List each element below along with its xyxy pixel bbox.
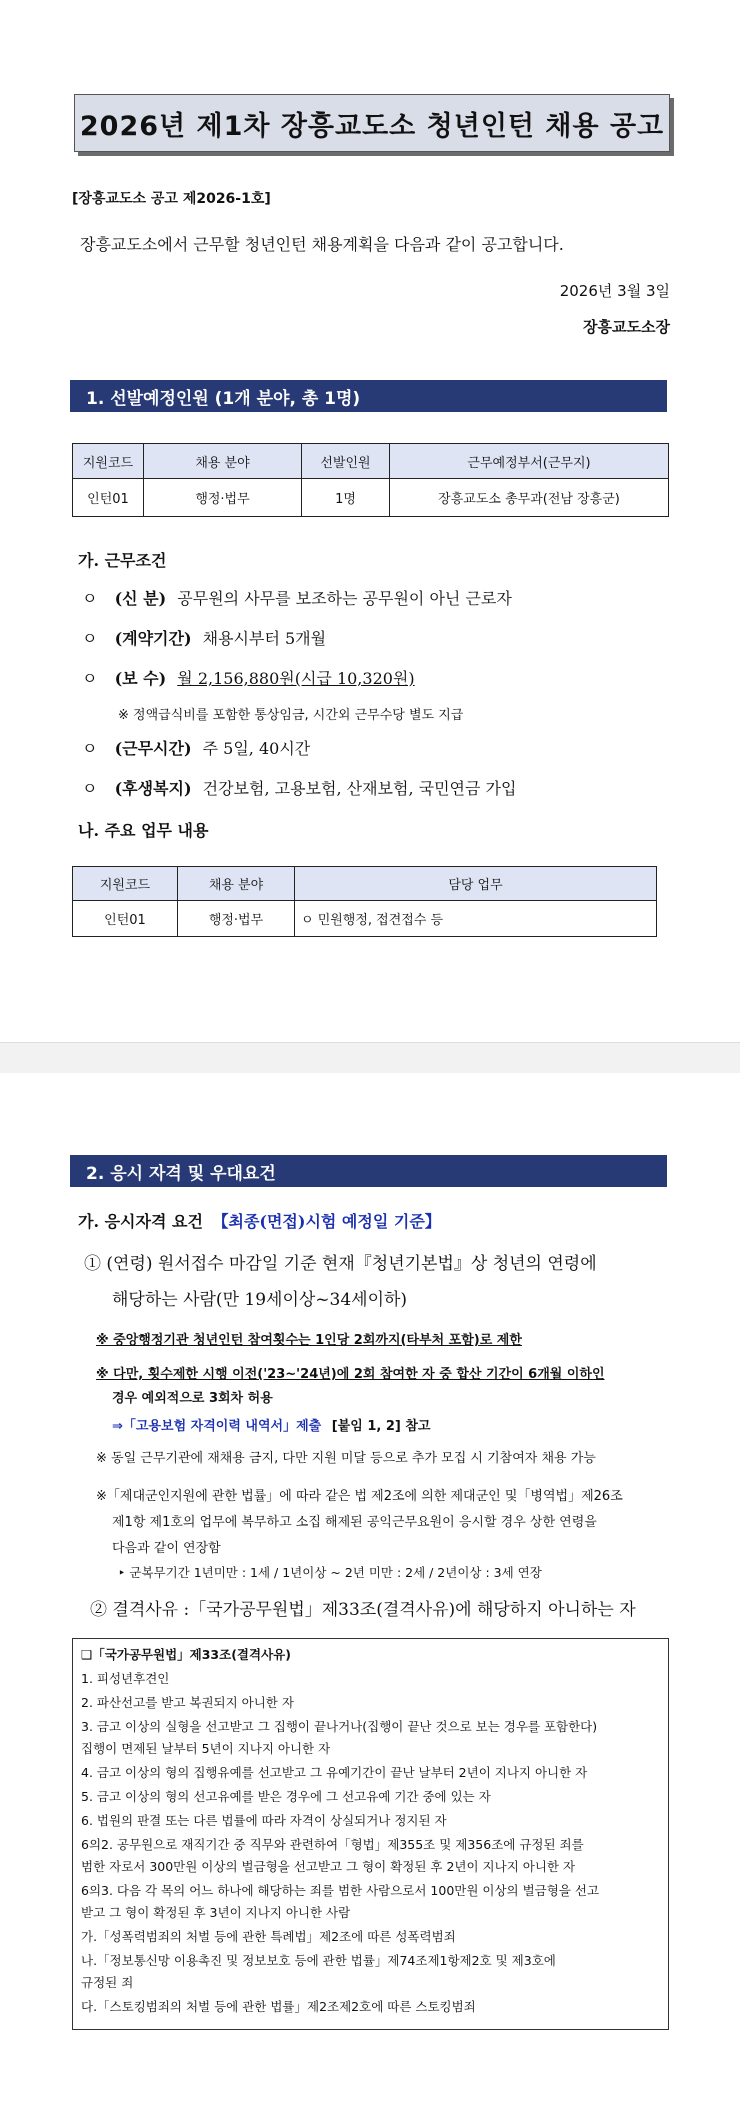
note-exception bbox=[96, 1363, 605, 1382]
table-cell: 인턴01 bbox=[73, 901, 178, 937]
bullet: ㅇ bbox=[82, 669, 98, 688]
condition-text: 주 5일, 40시간 bbox=[202, 739, 311, 758]
page-2 bbox=[0, 1073, 740, 2108]
law-line: 5. 금고 이상의 형의 선고유예를 받은 경우에 그 선고유예 기간 중에 있는 자 bbox=[81, 1789, 491, 1804]
requirements-highlight: 【최종(면접)시험 예정일 기준】 bbox=[212, 1212, 441, 1231]
law-line: 6의3. 다음 각 목의 어느 하나에 해당하는 죄를 범한 사람으로서 100만원 이상의 벌금형을 선고 bbox=[81, 1883, 600, 1898]
requirements-title bbox=[78, 1209, 441, 1232]
recruit-table bbox=[72, 443, 669, 517]
condition-text: 건강보험, 고용보험, 산재보험, 국민연금 가입 bbox=[202, 779, 517, 798]
note-submit-doc: ⇒「고용보험 자격이력 내역서」제출 bbox=[112, 1419, 322, 1434]
note-veterans: ※「제대군인지원에 관한 법률」에 따라 같은 법 제2조에 의한 제대군인 및「병역법」제26조 bbox=[96, 1489, 623, 1504]
condition-label: (보 수) bbox=[114, 669, 167, 688]
requirements-label: 가. 응시자격 요건 bbox=[78, 1212, 203, 1231]
age-requirement-cont: 해당하는 사람(만 19세이상~34세이하) bbox=[112, 1290, 408, 1310]
notice-title: 2026년 제1차 장흥교도소 청년인턴 채용 공고 bbox=[74, 94, 670, 152]
bullet: ㅇ bbox=[82, 779, 98, 798]
bullet: ㅇ bbox=[82, 739, 98, 758]
condition-period bbox=[82, 626, 326, 649]
condition-text: 채용시부터 5개월 bbox=[202, 629, 327, 648]
law-line: 집행이 면제된 날부터 5년이 지나지 아니한 자 bbox=[81, 1741, 331, 1756]
note-participation-limit bbox=[96, 1329, 522, 1348]
work-conditions-title: 가. 근무조건 bbox=[78, 551, 167, 570]
note-service-extension: ‣ 군복무기간 1년미만 : 1세 / 1년이상 ~ 2년 미만 : 2세 / 2년이상 : 3세 연장 bbox=[118, 1565, 542, 1580]
note-submit bbox=[112, 1415, 430, 1434]
law-line: 나.「정보통신망 이용촉진 및 정보보호 등에 관한 법률」제74조제1항제2호 및 제3호에 bbox=[81, 1953, 556, 1968]
table-header: 근무예정부서(근무지) bbox=[390, 444, 669, 479]
section-2-header: 2. 응시 자격 및 우대요건 bbox=[70, 1155, 667, 1187]
table-header: 담당 업무 bbox=[295, 867, 657, 901]
condition-text: 월 2,156,880원(시급 10,320원) bbox=[177, 669, 415, 688]
table-header: 채용 분야 bbox=[144, 444, 302, 479]
table-cell: 행정·법무 bbox=[144, 479, 302, 517]
table-header: 지원코드 bbox=[73, 444, 144, 479]
table-header: 선발인원 bbox=[302, 444, 390, 479]
law-line: 1. 피성년후견인 bbox=[81, 1671, 170, 1686]
table-header: 채용 분야 bbox=[178, 867, 295, 901]
law-line: 4. 금고 이상의 형의 집행유예를 선고받고 그 유예기간이 끝난 날부터 2년이 지나지 아니한 자 bbox=[81, 1765, 588, 1780]
law-line: 6. 법원의 판결 또는 다른 법률에 따라 자격이 상실되거나 정지된 자 bbox=[81, 1813, 447, 1828]
condition-pay bbox=[82, 666, 415, 689]
note-attachment: [붙임 1, 2] 참고 bbox=[331, 1419, 431, 1434]
note-veterans-cont: 제1항 제1호의 업무에 복무하고 소집 해제된 공익근무요원이 응시할 경우 상한 연령을 bbox=[112, 1515, 597, 1530]
condition-hours bbox=[82, 736, 310, 759]
note-exception-cont: 경우 예외적으로 3회차 허용 bbox=[112, 1391, 273, 1406]
bullet: ㅇ bbox=[82, 589, 98, 608]
table-cell: 1명 bbox=[302, 479, 390, 517]
note-text: ※ 중앙행정기관 청년인턴 참여횟수는 1인당 2회까지(타부처 포함)로 제한 bbox=[96, 1333, 522, 1348]
condition-label: (신 분) bbox=[114, 589, 167, 608]
table-header: 지원코드 bbox=[73, 867, 178, 901]
issuer: 장흥교도소장 bbox=[583, 318, 670, 336]
note-rehire: ※ 동일 근무기관에 재채용 금지, 다만 지원 미달 등으로 추가 모집 시 기참여자 채용 가능 bbox=[96, 1451, 596, 1466]
duty-table bbox=[72, 866, 657, 937]
bullet: ㅇ bbox=[82, 629, 98, 648]
law-line: 범한 자로서 300만원 이상의 벌금형을 선고받고 그 형이 확정된 후 2년이 지나지 아니한 자 bbox=[81, 1859, 576, 1874]
duty-title: 나. 주요 업무 내용 bbox=[78, 821, 209, 840]
age-requirement: ① (연령) 원서접수 마감일 기준 현재『청년기본법』상 청년의 연령에 bbox=[84, 1254, 597, 1274]
law-line: 다.「스토킹범죄의 처벌 등에 관한 법률」제2조제2호에 따른 스토킹범죄 bbox=[81, 1999, 476, 2014]
condition-status bbox=[82, 586, 512, 609]
page-1 bbox=[0, 0, 740, 1042]
page-separator bbox=[0, 1042, 740, 1074]
condition-label: (근무시간) bbox=[114, 739, 192, 758]
law-line: 2. 파산선고를 받고 복권되지 아니한 자 bbox=[81, 1695, 294, 1710]
law-line: 가.「성폭력범죄의 처벌 등에 관한 특례법」제2조에 따른 성폭력범죄 bbox=[81, 1929, 456, 1944]
condition-label: (계약기간) bbox=[114, 629, 192, 648]
intro-text: 장흥교도소에서 근무할 청년인턴 채용계획을 다음과 같이 공고합니다. bbox=[80, 235, 564, 254]
condition-welfare bbox=[82, 776, 516, 799]
note-veterans-cont: 다음과 같이 연장함 bbox=[112, 1541, 221, 1556]
law-line: 받고 그 형이 확정된 후 3년이 지나지 아니한 사람 bbox=[81, 1905, 351, 1920]
table-cell: 인턴01 bbox=[73, 479, 144, 517]
notice-number: [장흥교도소 공고 제2026-1호] bbox=[72, 191, 271, 207]
table-cell: ㅇ 민원행정, 접견접수 등 bbox=[295, 901, 657, 937]
condition-label: (후생복지) bbox=[114, 779, 192, 798]
law-line: 6의2. 공무원으로 재직기간 중 직무와 관련하여「형법」제355조 및 제356조에 규정된 죄를 bbox=[81, 1837, 584, 1852]
law-line: 3. 금고 이상의 실형을 선고받고 그 집행이 끝나거나(집행이 끝난 것으로 보는 경우를 포함한다) bbox=[81, 1719, 598, 1734]
condition-text: 공무원의 사무를 보조하는 공무원이 아닌 근로자 bbox=[177, 589, 512, 608]
notice-date: 2026년 3월 3일 bbox=[559, 282, 670, 300]
law-excerpt-box bbox=[72, 1638, 669, 2030]
table-cell: 행정·법무 bbox=[178, 901, 295, 937]
pay-note: ※ 정액급식비를 포함한 통상임금, 시간외 근무수당 별도 지급 bbox=[118, 708, 464, 723]
section-1-header: 1. 선발예정인원 (1개 분야, 총 1명) bbox=[70, 380, 667, 412]
table-cell: 장흥교도소 총무과(전남 장흥군) bbox=[390, 479, 669, 517]
disqualification-requirement: ② 결격사유 :「국가공무원법」제33조(결격사유)에 해당하지 아니하는 자 bbox=[90, 1600, 636, 1620]
law-line: 규정된 죄 bbox=[81, 1975, 134, 1990]
note-text: ※ 다만, 횟수제한 시행 이전('23~'24년)에 2회 참여한 자 중 합산 기간이 6개월 이하인 bbox=[96, 1367, 605, 1382]
law-title: ❑「국가공무원법」제33조(결격사유) bbox=[81, 1647, 291, 1662]
